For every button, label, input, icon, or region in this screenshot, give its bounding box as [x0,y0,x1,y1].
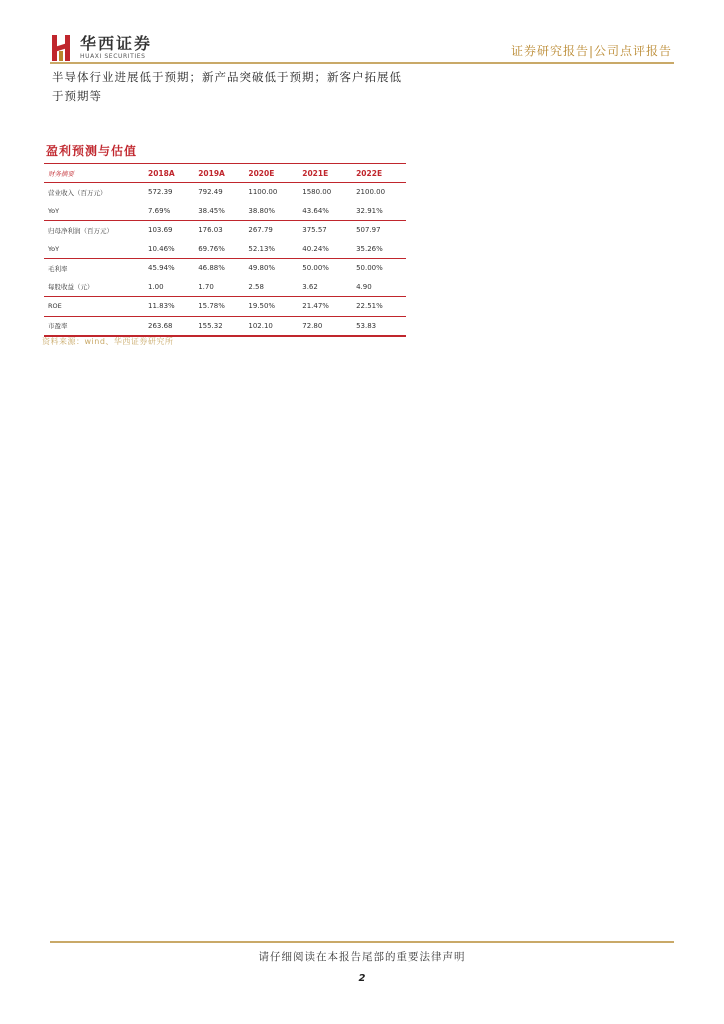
table-cell: 15.78% [194,297,244,317]
logo-english-name: HUAXI SECURITIES [80,53,146,60]
table-cell: 43.64% [298,202,352,221]
financial-summary-table [44,163,406,337]
table-cell: 267.79 [248,226,273,235]
table-header-row [44,164,406,183]
header-divider [50,62,674,64]
table-cell: 38.45% [194,202,244,221]
table-cell: 155.32 [194,316,244,336]
table-cell: 2100.00 [356,188,386,197]
table-cell: 375.57 [302,226,327,235]
table-header-cell: 财务摘要 [44,164,144,183]
row-label: 归母净利润（百万元） [48,226,113,235]
table-row [44,297,406,317]
table-header-cell: 2019A [194,164,244,183]
table-cell: 52.13% [244,240,298,259]
table-cell: 1.70 [194,278,244,297]
row-label: 营业收入（百万元） [48,188,107,197]
page-number: 2 [358,973,366,984]
table-cell: 50.00% [302,264,329,273]
table-cell: 72.80 [298,316,352,336]
table-row [44,202,406,221]
footer-divider [50,941,674,943]
table-row [44,183,406,202]
table-header-cell: 2018A [144,164,194,183]
table-header-cell: 2020E [244,164,298,183]
row-label: 毛利率 [48,264,68,273]
table-cell: 2.58 [244,278,298,297]
table-row [44,240,406,259]
table-cell: 21.47% [298,297,352,317]
table-cell: 7.69% [144,202,194,221]
table-cell: 1580.00 [302,188,332,197]
risk-warning-text: 半导体行业进展低于预期；新产品突破低于预期；新客户拓展低于预期等 [52,70,402,103]
huaxi-logo-icon [50,33,74,63]
table-cell: 50.00% [356,264,383,273]
table-cell: 792.49 [198,188,223,197]
table-row [44,221,406,240]
row-label: 每股收益（元） [44,278,144,297]
table-row [44,278,406,297]
row-label: YoY [44,202,144,221]
row-label: 市盈率 [44,316,144,336]
table-row [44,259,406,278]
table-cell: 507.97 [356,226,381,235]
table-cell: 32.91% [352,202,406,221]
table-cell: 69.76% [194,240,244,259]
logo-chinese-name: 华西证券 [80,34,153,53]
table-cell: 176.03 [198,226,223,235]
table-cell: 263.68 [144,316,194,336]
company-logo [50,32,152,64]
table-header-cell: 2022E [352,164,406,183]
table-cell: 11.83% [144,297,194,317]
table-cell: 103.69 [148,226,173,235]
table-cell: 40.24% [298,240,352,259]
table-cell: 38.80% [244,202,298,221]
row-label: ROE [44,297,144,317]
table-cell: 53.83 [352,316,406,336]
table-cell: 4.90 [352,278,406,297]
row-label: YoY [44,240,144,259]
table-cell: 49.80% [248,264,276,273]
table-cell: 46.88% [198,264,225,273]
section-title: 盈利预测与估值 [46,144,138,158]
table-header-cell: 2021E [298,164,352,183]
legal-disclaimer-text: 请仔细阅读在本报告尾部的重要法律声明 [258,951,466,963]
report-type: 证券研究报告|公司点评报告 [510,44,672,58]
table-cell: 19.50% [244,297,298,317]
table-cell: 3.62 [298,278,352,297]
table-cell: 35.26% [352,240,406,259]
table-cell: 102.10 [244,316,298,336]
table-row [44,316,406,336]
data-source-note: 资料来源：wind、华西证券研究所 [42,337,174,346]
table-cell: 45.94% [148,264,175,273]
table-cell: 1100.00 [248,188,278,197]
table-cell: 572.39 [148,188,173,197]
table-cell: 22.51% [352,297,406,317]
table-cell: 1.00 [144,278,194,297]
table-cell: 10.46% [144,240,194,259]
